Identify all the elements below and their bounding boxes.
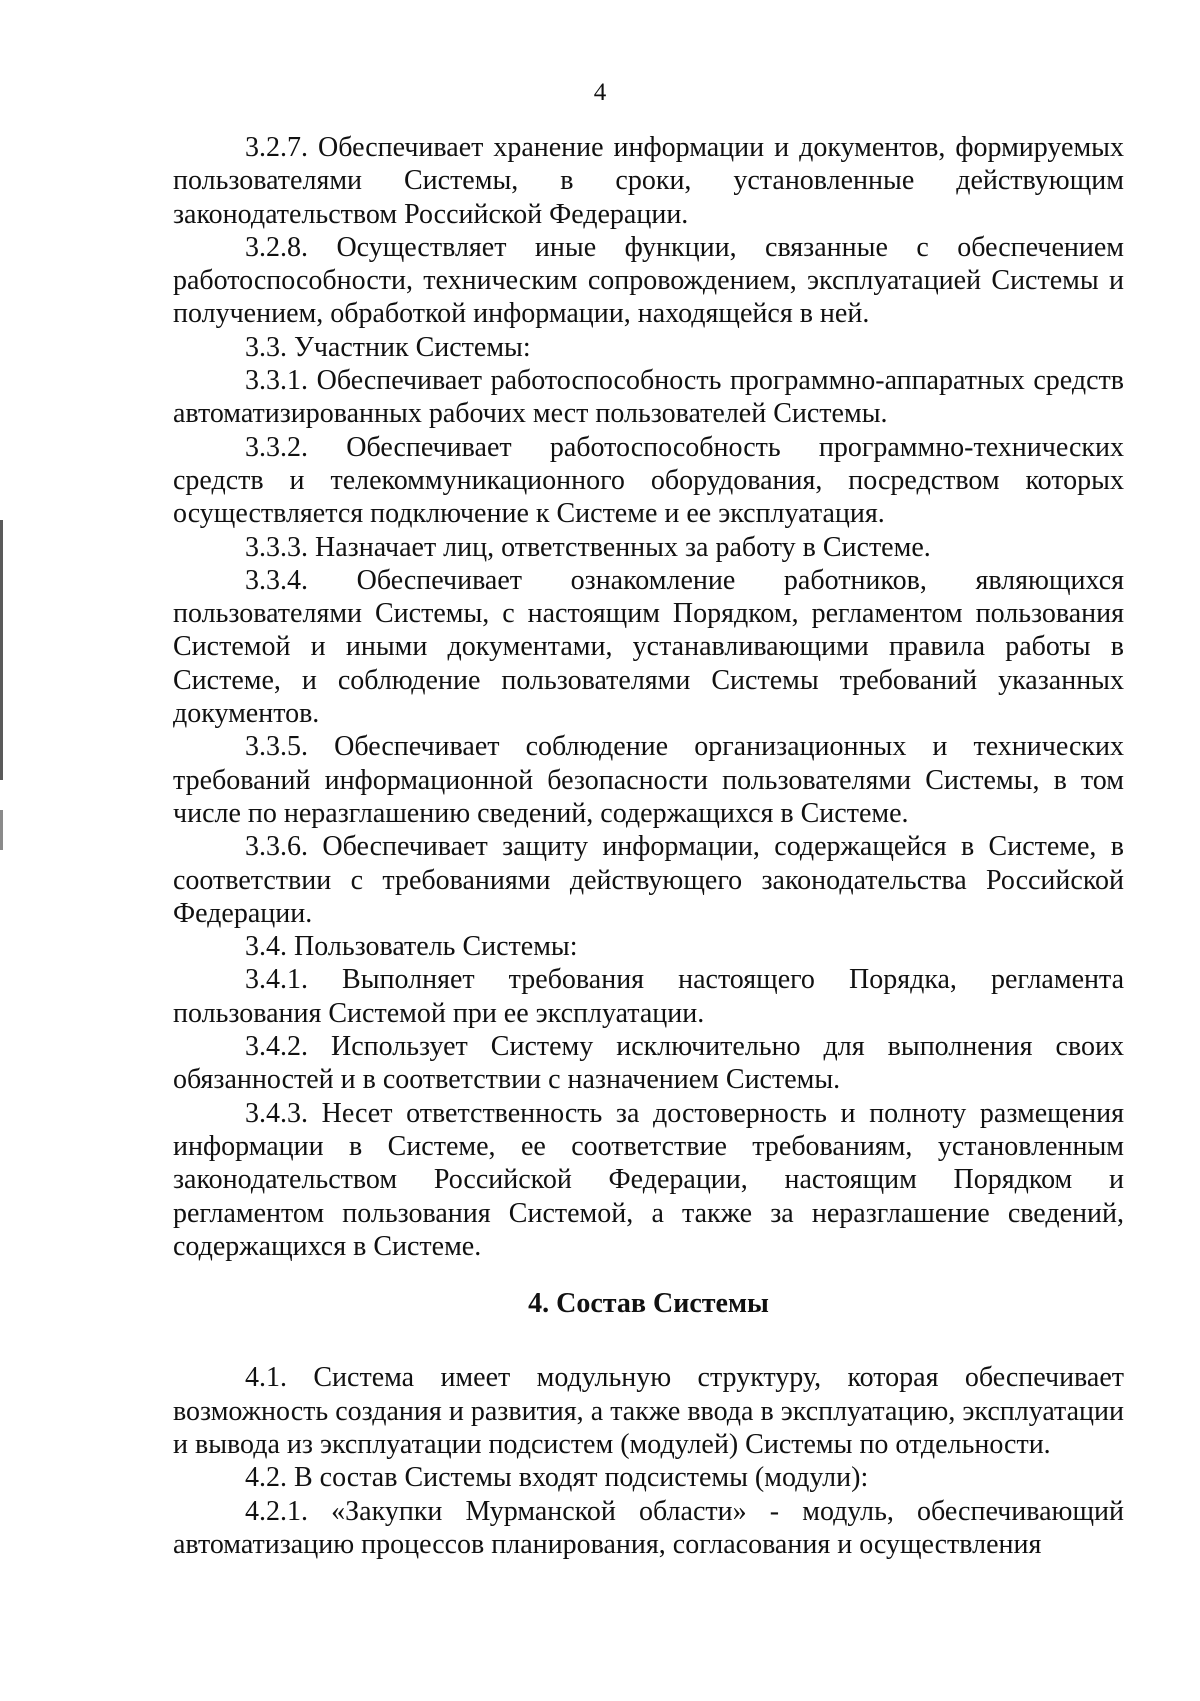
paragraph-3-3-2: 3.3.2. Обеспечивает работоспособность программно-технических средств и телекоммуникационного оборудования, посредством которых осуществляется подключение к Системе и ее эксплуатация. [173, 431, 1124, 530]
paragraph-3-4-3: 3.4.3. Несет ответственность за достоверность и полноту размещения информации в Системе, ее соответствие требованиям, установленным законодательством Российской Федерации, настоящим Порядком и регламентом пользования Системой, а также за неразглашение сведений, содержащихся в Системе. [173, 1097, 1124, 1262]
section-heading: 4. Состав Системы [528, 1288, 769, 1320]
paragraph-3-3: 3.3. Участник Системы: [245, 331, 531, 363]
paragraph-4-1: 4.1. Система имеет модульную структуру, которая обеспечивает возможность создания и развития, а также ввода в эксплуатацию, эксплуатации и вывода из эксплуатации подсистем (модулей) Системы по отдельности. [173, 1362, 1124, 1460]
paragraph-4-2: 4.2. В состав Системы входят подсистемы (модули): [245, 1462, 869, 1494]
page-number: 4 [593, 79, 607, 106]
document-body [173, 131, 1124, 1561]
paragraph-3-3-6: 3.3.6. Обеспечивает защиту информации, содержащейся в Системе, в соответствии с требованиями действующего законодательства Российской Федерации. [173, 831, 1124, 929]
paragraph-3-3-4: 3.3.4. Обеспечивает ознакомление работников, являющихся пользователями Системы, с настоящим Порядком, регламентом пользования Системой и иными документами, устанавливающими правила работы в Системе, и соблюдение пользователями Системы требований указанных документов. [173, 564, 1124, 730]
paragraph-3-3-1: 3.3.1. Обеспечивает работоспособность программно-аппаратных средств автоматизированных рабочих мест пользователей Системы. [173, 365, 1124, 430]
scan-edge-mark [0, 520, 3, 780]
paragraph-3-4-1: 3.4.1. Выполняет требования настоящего Порядка, регламента пользования Системой при ее эксплуатации. [173, 964, 1124, 1029]
paragraph-4-2-1: 4.2.1. «Закупки Мурманской области» - модуль, обеспечивающий автоматизацию процессов планирования, согласования и осуществления [173, 1495, 1124, 1560]
paragraph-3-4-2: 3.4.2. Использует Систему исключительно для выполнения своих обязанностей и в соответствии с назначением Системы. [173, 1031, 1124, 1096]
paragraph-3-3-5: 3.3.5. Обеспечивает соблюдение организационных и технических требований информационной безопасности пользователями Системы, в том числе по неразглашению сведений, содержащихся в Системе. [173, 731, 1124, 829]
paragraph-3-4: 3.4. Пользователь Системы: [245, 931, 578, 963]
paragraph-3-2-7: 3.2.7. Обеспечивает хранение информации и документов, формируемых пользователями Системы, в сроки, установленные действующим законодательством Российской Федерации. [173, 132, 1124, 230]
paragraph-3-2-8: 3.2.8. Осуществляет иные функции, связанные с обеспечением работоспособности, техническим сопровождением, эксплуатацией Системы и получением, обработкой информации, находящейся в ней. [173, 231, 1124, 330]
paragraph-3-3-3: 3.3.3. Назначает лиц, ответственных за работу в Системе. [245, 531, 931, 563]
scan-edge-mark [0, 810, 3, 850]
